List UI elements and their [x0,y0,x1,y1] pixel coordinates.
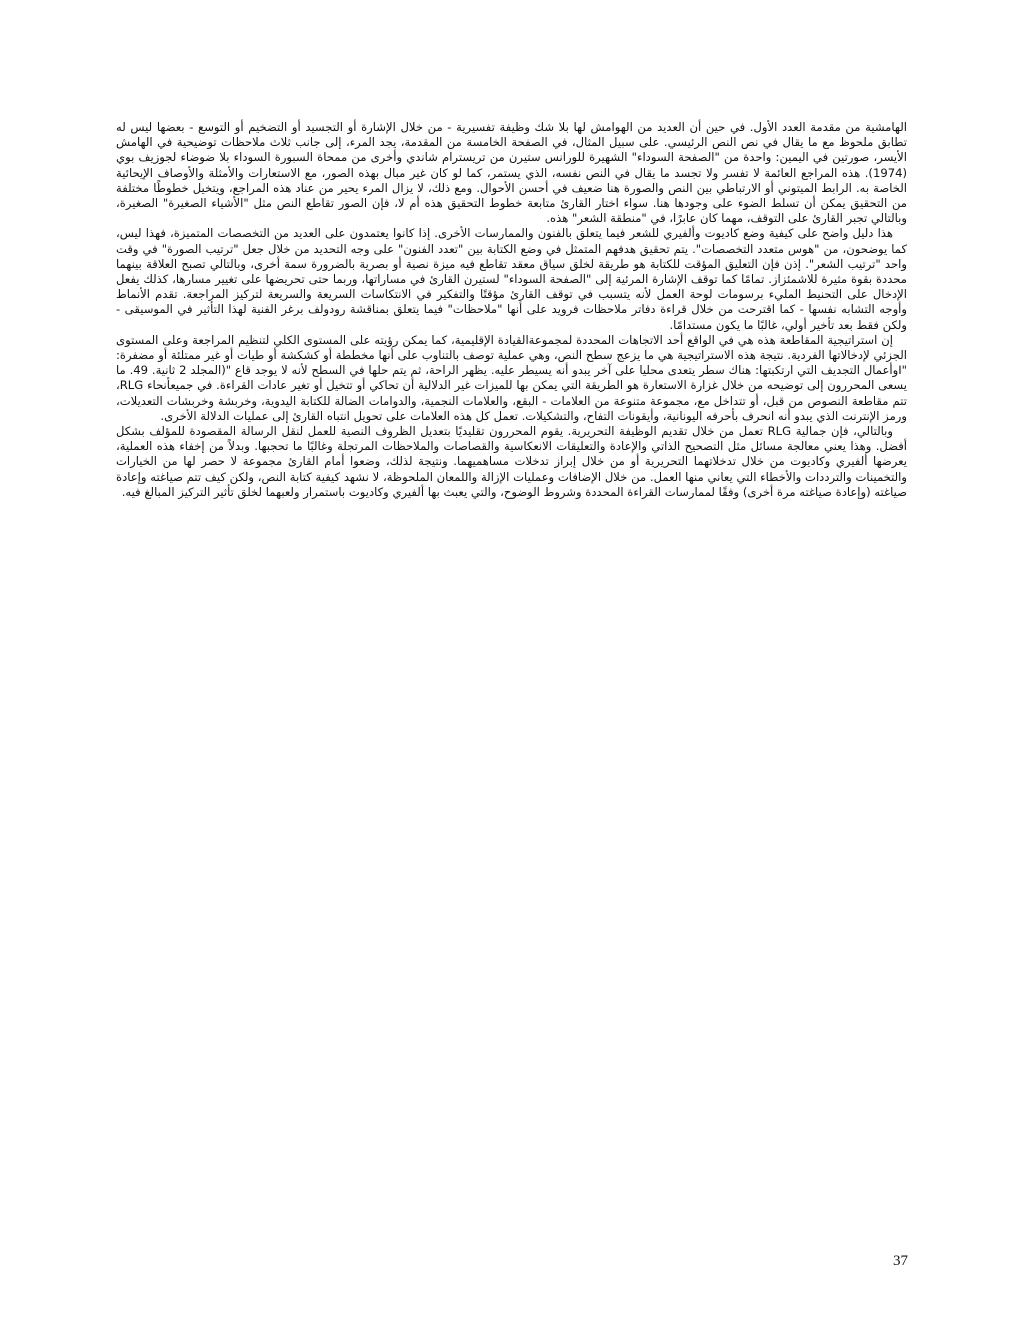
page-number: 37 [893,1253,908,1269]
body-text [116,120,907,500]
paragraph-4: وبالتالي، فإن جمالية RLG تعمل من خلال تقديم الوظيفة التحريرية. يقوم المحررون تقليديًا بتعديل الظروف النصية للعمل لنقل الرسالة المقصودة للمؤلف بشكل أفضل. وهذا يعني معالجة مسائل مثل التصحيح الذاتي والإعادة والتعليقات الانعكاسية والقصاصات والملاحظات المرتجلة وغالبًا ما تحجبها. وبدلاً من إخفاء هذه العملية، يعرضها ألفيري وكاديوت من خلال تدخلاتهما التحريرية أو من خلال إبراز تدخلات مساهميهما. ونتيجة لذلك، وضعوا أمام القارئ مجموعة لا حصر لها من الخيارات والتخمينات والترددات والأخطاء التي يعاني منها العمل. من خلال الإضافات وعمليات الإزالة واللمعان الملحوظة، لا نشهد كيفية كتابة النص، ولكن كيف تتم صياغته وإعادة صياغته (وإعادة صياغته مرة أخرى) وفقًا لممارسات القراءة المحددة وشروط الوضوح، والتي يعبث بها ألفيري وكاديوت باستمرار ولعبهما لخلق تأثير التركيز المبالغ فيه. [116,424,907,499]
paragraph-2: هذا دليل واضح على كيفية وضع كاديوت وألفيري للشعر فيما يتعلق بالفنون والممارسات الأخرى. إذا كانوا يعتمدون على العديد من التخصصات المتميزة، فهذا ليس، كما يوضحون، من "هوس متعدد التخصصات". يتم تحقيق هدفهم المتمثل في وضع الكتابة بين "تعدد الفنون" على وجه التحديد من خلال جعل "ترتيب الصورة" في وقت واحد "ترتيب الشعر". إذن فإن التعليق المؤقت للكتابة هو طريقة لخلق سياق معقد تقاطع فيه ميزة نصية أو بصرية بالضرورة سمة أخرى، وبالتالي تصبح العلاقة بينهما محددة بقوة مثيرة للاشمئزاز. تمامًا كما توقف الإشارة المرئية إلى "الصفحة السوداء" لستيرن القارئ في مساراتها، وربما حتى تحريضها على تغيير مسارها، كذلك يفعل الإدخال على التحنيط المليء برسومات لوحة العمل لأنه يتسبب في توقف القارئ مؤقتًا والتفكير في الانتكاسات السريعة والسريعة لتركيز المراجعة. تقدم الأنماط وأوجه التشابه نفسها - كما اقترحت من خلال قراءة دفاتر ملاحظات فرويد على أنها "ملاحظات" فيما يتعلق بمناقشة رودولف برغر الفنية لهذا التأثير في الموسيقى - ولكن فقط بعد تأخير أولي، غالبًا ما يكون مستدامًا. [116,226,907,332]
paragraph-1: الهامشية من مقدمة العدد الأول. في حين أن العديد من الهوامش لها بلا شك وظيفة تفسيرية - من خلال الإشارة أو التجسيد أو التضخيم أو التوسع - بعضها ليس له تطابق ملحوظ مع ما يقال في نص النص الرئيسي. على سبيل المثال، في الصفحة الخامسة من المقدمة، يجد المرء، إلى جانب ثلاث ملاحظات توضيحية في الهامش الأيسر، صورتين في اليمين: واحدة من "الصفحة السوداء" الشهيرة للورانس ستيرن من تريسترام شاندي وأخرى من ممحاة السبورة السوداء بلا ضوضاء لجوزيف بوي (1974). هذه المراجع العائمة لا تفسر ولا تجسد ما يقال في النص نفسه، الذي يستمر، كما لو كان غير مبال بهذه الصور، مع الاستعارات والأمثلة والأوصاف الإيحائية الخاصة به. الرابط الميتوني أو الارتباطي بين النص والصورة هنا ضعيف في أحسن الأحوال. ومع ذلك، لا يزال المرء يحير من عناد هذه المراجع، ويتخيل خطوطًا مختلفة من التحقيق يمكن أن تسلط الضوء على وجودها هنا. سواء اختار القارئ متابعة خطوط التحقيق هذه أم لا، فإن الصور تقاطع النص مثل "الأشياء الصغيرة" الصغيرة، وبالتالي تجبر القارئ على التوقف، مهما كان عابرًا، في "منطقة الشعر" هذه. [116,120,907,226]
paragraph-3: إن استراتيجية المقاطعة هذه هي في الواقع أحد الاتجاهات المحددة لمجموعةالقيادة الإقليمية، كما يمكن رؤيته على المستوى الكلي لتنظيم المراجعة وعلى المستوى الجزئي لإدخالاتها الفردية. نتيجة هذه الاستراتيجية هي ما يزعج سطح النص، وهي عملية توصف بالتناوب على أنها مخططة أو كشكشة أو طيات أو غير ممتلئة أو مضفرة: "Iوأعمال التجديف التي ارتكبتها: هناك سطر يتعدى محليا على آخر يبدو أنه يسيطر عليه. يظهر الراحة، ثم يتم حلها في السطح لأنه لا يوجد قاع "(المجلد 2 ثانية. 49. ما يسعى المحررون إلى توضيحه من خلال غزارة الاستعارة هو الطريقة التي يمكن بها للميزات غير الدلالية أن تحاكي أو تتخيل أو تغير عادات القراءة. في جميعأنحاء RLG، تتم مقاطعة النصوص من قبل، أو تتداخل مع، مجموعة متنوعة من العلامات - البقع، والعلامات النجمية، والدوامات الضالة للكتابة اليدوية، وخربشة وخربشات التعديلات، ورمز الإنترنت الذي يبدو أنه انحرف بأحرفه اليونانية، وأيقونات التفاح، والتشكيلات. تعمل كل هذه العلامات على تحويل انتباه القارئ إلى عمليات الدلالة الأخرى. [116,332,907,423]
